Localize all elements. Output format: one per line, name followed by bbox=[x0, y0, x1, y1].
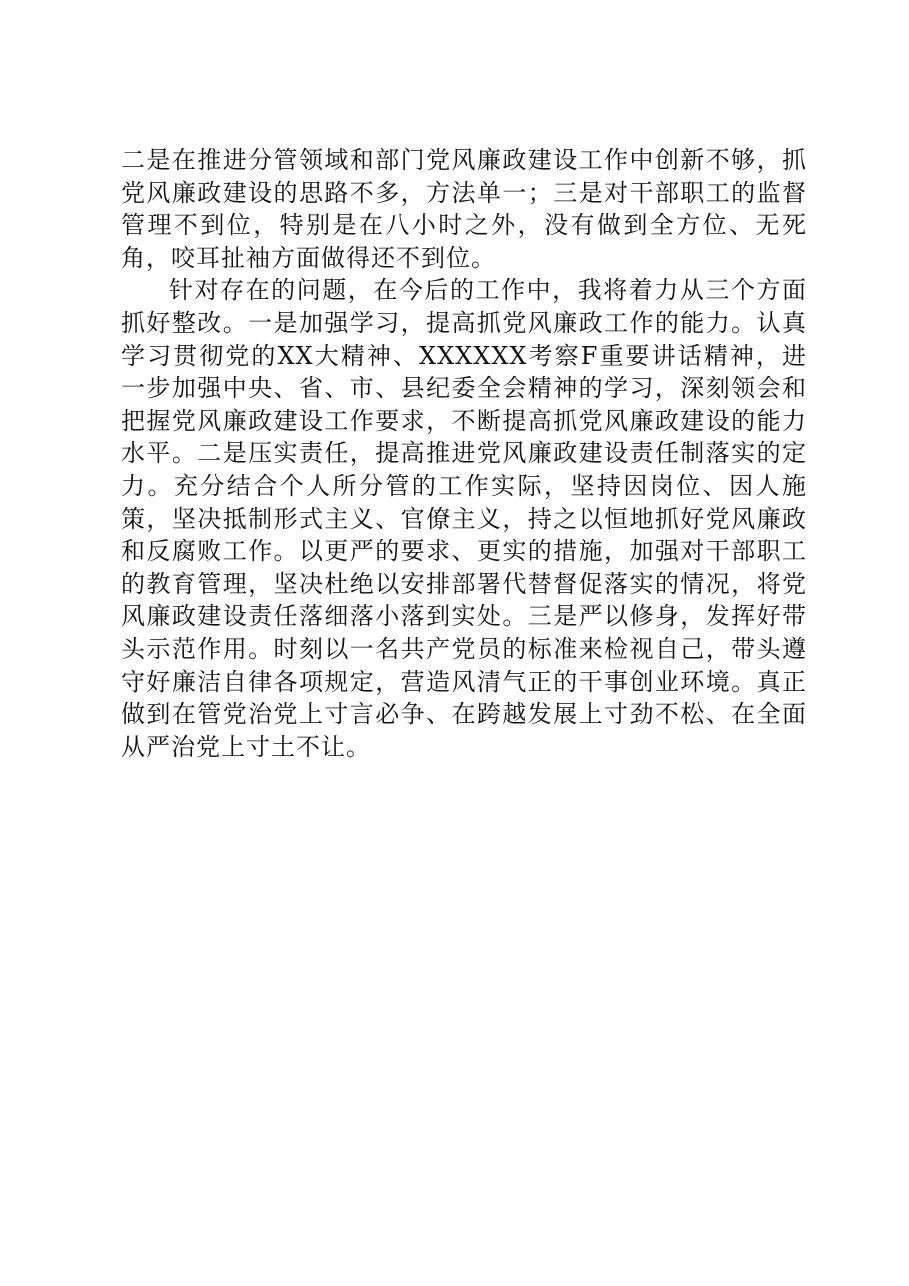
document-body bbox=[121, 144, 807, 763]
paragraph-2: 针对存在的问题，在今后的工作中，我将着力从三个方面抓好整改。一是加强学习，提高抓党风廉政工作的能力。认真学习贯彻党的XX大精神、XXXXXX考察F重要讲话精神，进一步加强中央、省、市、县纪委全会精神的学习，深刻领会和把握党风廉政建设工作要求，不断提高抓党风廉政建设的能力水平。二是压实责任，提高推进党风廉政建设责任制落实的定力。充分结合个人所分管的工作实际，坚持因岗位、因人施策，坚决抵制形式主义、官僚主义，持之以恒地抓好党风廉政和反腐败工作。以更严的要求、更实的措施，加强对干部职工的教育管理，坚决杜绝以安排部署代替督促落实的情况，将党风廉政建设责任落细落小落到实处。三是严以修身，发挥好带头示范作用。时刻以一名共产党员的标准来检视自己，带头遵守好廉洁自律各项规定，营造风清气正的干事创业环境。真正做到在管党治党上寸言必争、在跨越发展上寸劲不松、在全面从严治党上寸土不让。 bbox=[121, 276, 807, 761]
paragraph-1: 二是在推进分管领域和部门党风廉政建设工作中创新不够，抓党风廉政建设的思路不多，方法单一；三是对干部职工的监督管理不到位，特别是在八小时之外，没有做到全方位、无死角，咬耳扯袖方面做得还不到位。 bbox=[121, 146, 807, 272]
